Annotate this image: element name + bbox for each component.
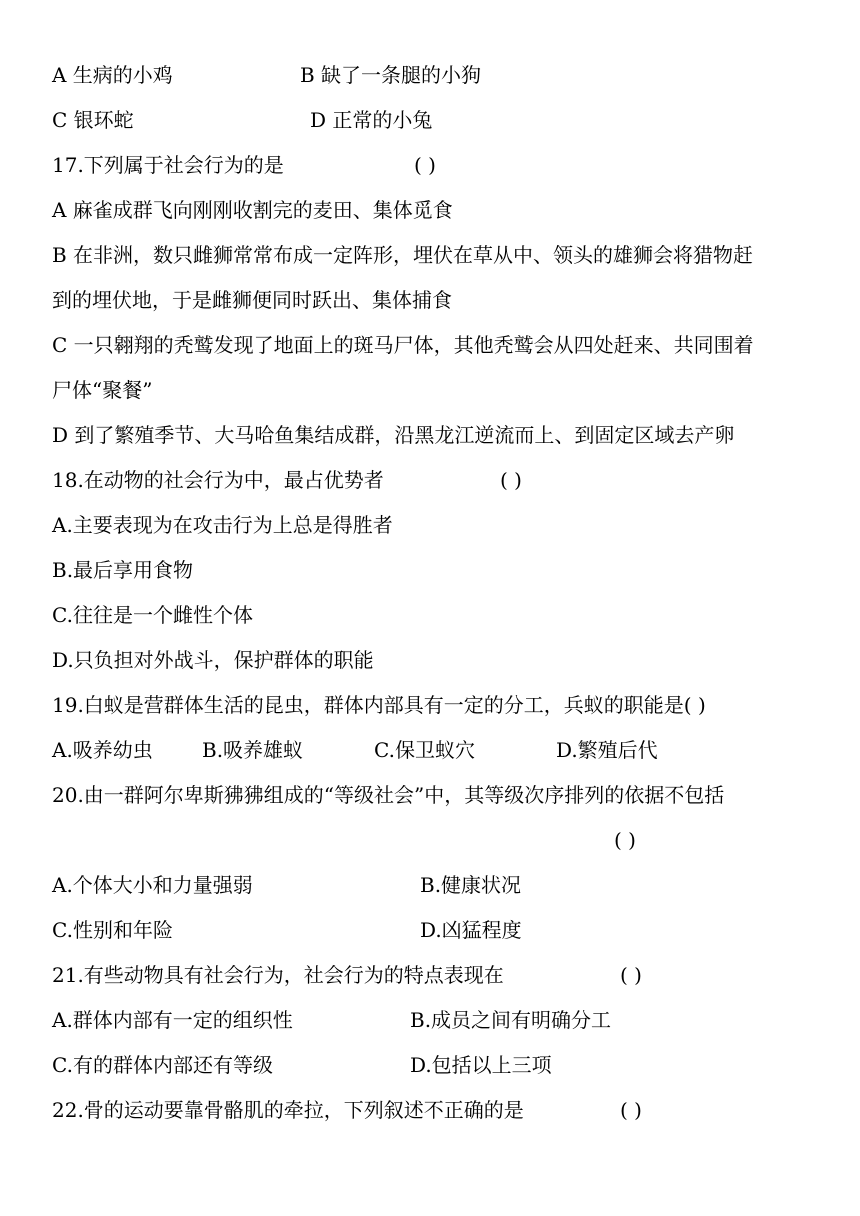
option-b-q17-line2: 到的埋伏地，于是雌狮便同时跃出、集体捕食 bbox=[52, 288, 452, 312]
option-c-q20: C.性别和年险 bbox=[52, 918, 173, 942]
option-c-q17-line2: 尸体“聚餐” bbox=[52, 378, 153, 402]
question-21: 21.有些动物具有社会行为，社会行为的特点表现在 bbox=[52, 963, 504, 987]
answer-blank-20: ( ) bbox=[614, 828, 636, 852]
option-c-q19: C.保卫蚁穴 bbox=[374, 738, 475, 762]
option-d-q19: D.繁殖后代 bbox=[556, 738, 658, 762]
option-b-q16: B 缺了一条腿的小狗 bbox=[300, 63, 482, 87]
option-b-q18: B.最后享用食物 bbox=[52, 558, 194, 582]
option-a-q20: A.个体大小和力量强弱 bbox=[52, 873, 253, 897]
option-a-q21: A.群体内部有一定的组织性 bbox=[52, 1008, 293, 1032]
question-18: 18.在动物的社会行为中，最占优势者 bbox=[52, 468, 384, 492]
answer-blank-21: ( ) bbox=[620, 963, 642, 987]
option-a-q16: A 生病的小鸡 bbox=[52, 63, 173, 87]
option-d-q21: D.包括以上三项 bbox=[410, 1053, 552, 1077]
option-b-q17-line1: B 在非洲，数只雌狮常常布成一定阵形，埋伏在草从中、领头的雄狮会将猎物赶 bbox=[52, 243, 754, 267]
option-c-q16: C 银环蛇 bbox=[52, 108, 134, 132]
question-19: 19.白蚁是营群体生活的昆虫，群体内部具有一定的分工，兵蚁的职能是( ) bbox=[52, 693, 706, 717]
option-c-q18: C.往往是一个雌性个体 bbox=[52, 603, 253, 627]
option-d-q16: D 正常的小兔 bbox=[310, 108, 433, 132]
question-17: 17.下列属于社会行为的是 bbox=[52, 153, 284, 177]
answer-blank-18: ( ) bbox=[500, 468, 522, 492]
option-d-q18: D.只负担对外战斗，保护群体的职能 bbox=[52, 648, 374, 672]
option-c-q21: C.有的群体内部还有等级 bbox=[52, 1053, 273, 1077]
option-b-q21: B.成员之间有明确分工 bbox=[410, 1008, 612, 1032]
option-a-q18: A.主要表现为在攻击行为上总是得胜者 bbox=[52, 513, 393, 537]
question-22: 22.骨的运动要靠骨骼肌的牵拉，下列叙述不正确的是 bbox=[52, 1098, 524, 1122]
option-b-q19: B.吸养雄蚁 bbox=[202, 738, 304, 762]
option-a-q17: A 麻雀成群飞向刚刚收割完的麦田、集体觅食 bbox=[52, 198, 453, 222]
answer-blank-17: ( ) bbox=[414, 153, 436, 177]
option-a-q19: A.吸养幼虫 bbox=[52, 738, 153, 762]
option-d-q20: D.凶猛程度 bbox=[420, 918, 522, 942]
option-c-q17-line1: C 一只翱翔的秃鹫发现了地面上的斑马尸体，其他秃鹫会从四处赶来、共同围着 bbox=[52, 333, 754, 357]
option-d-q17: D 到了繁殖季节、大马哈鱼集结成群，沿黑龙江逆流而上、到固定区域去产卵 bbox=[52, 423, 735, 447]
question-20: 20.由一群阿尔卑斯狒狒组成的“等级社会”中，其等级次序排列的依据不包括 bbox=[52, 783, 725, 807]
answer-blank-22: ( ) bbox=[620, 1098, 642, 1122]
option-b-q20: B.健康状况 bbox=[420, 873, 522, 897]
